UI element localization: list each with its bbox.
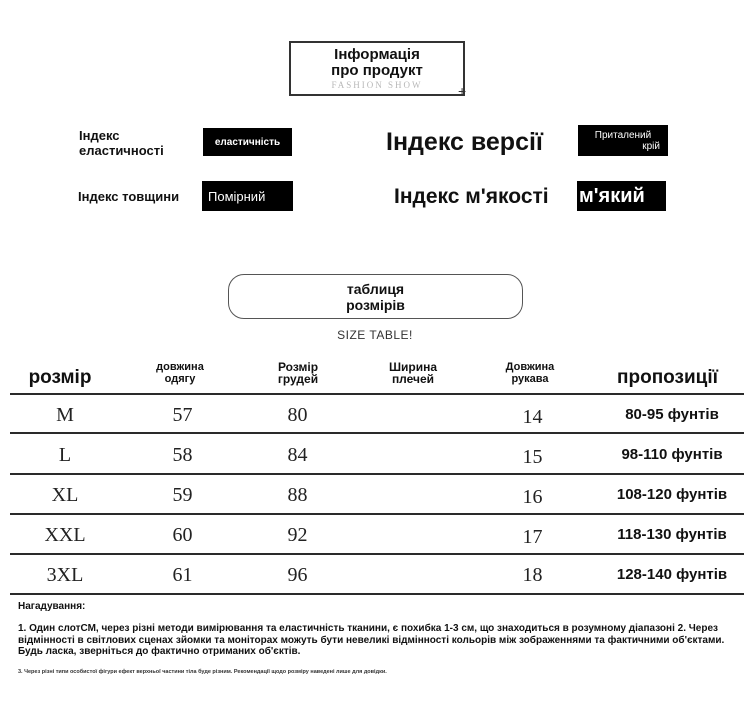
cell-size: L: [58, 444, 72, 466]
cell-recommendation: 98-110 фунтів: [621, 446, 723, 463]
fashion-show-subtitle: FASHION SHOW: [331, 80, 423, 90]
cell-chest: 84: [287, 444, 308, 466]
chest-header-line1: Розмір: [277, 360, 319, 374]
cell-length: 61: [172, 564, 193, 586]
product-info-title: [291, 47, 463, 79]
size-table-subtitle: SIZE TABLE!: [337, 328, 413, 342]
cell-size: M: [56, 404, 74, 426]
column-header-recommendation: пропозиції: [617, 367, 718, 388]
version-badge-line1: Приталений: [594, 129, 652, 141]
column-header-length: [135, 361, 225, 385]
cell-sleeve: 16: [522, 486, 543, 508]
cell-length: 60: [172, 524, 193, 546]
column-header-size: розмір: [28, 367, 92, 388]
cell-length: 58: [172, 444, 193, 466]
notes-heading: Нагадування:: [18, 601, 86, 612]
softness-index-badge: м'який: [577, 181, 666, 211]
sleeve-header-line1: Довжина: [505, 361, 555, 373]
table-rule: [10, 393, 744, 395]
cell-shoulder: [368, 476, 458, 514]
version-index-label: Індекс версії: [386, 128, 543, 156]
elasticity-index-badge: еластичність: [203, 128, 292, 156]
cell-recommendation: 80-95 фунтів: [625, 406, 719, 423]
cell-sleeve: 17: [522, 526, 543, 548]
product-info-title-line1: Інформація: [334, 46, 420, 63]
length-header-line1: довжина: [156, 361, 204, 373]
cell-size: XXL: [44, 524, 86, 546]
column-header-chest: [253, 361, 343, 385]
length-header-line2: одягу: [164, 373, 196, 385]
notes-body: 1. Один слотСМ, через різні методи вимірювання та еластичність тканини, є похибка 1-3 см, що знаходиться в розумному діапазоні 2. Через відмінності в світлових сценах зйомки та моніторах можуть бути невеликі відмінності кольорів між зображеннями та фактичними об'єктами. Будь ласка, зверніться до фактично отриманих об'єктів.: [18, 623, 725, 657]
cell-sleeve: 14: [522, 406, 543, 428]
version-badge-line2: крій: [642, 140, 660, 152]
cell-chest: 88: [287, 484, 308, 506]
cell-recommendation: 128-140 фунтів: [616, 566, 728, 583]
cell-shoulder: [368, 556, 458, 594]
cell-chest: 96: [287, 564, 308, 586]
chest-header-line2: грудей: [277, 372, 319, 386]
cell-size: 3XL: [46, 564, 84, 586]
cell-recommendation: 108-120 фунтів: [616, 486, 728, 503]
cell-size: XL: [51, 484, 79, 506]
thickness-index-badge: Помірний: [202, 181, 293, 211]
softness-index-label: Індекс м'якості: [394, 185, 549, 208]
column-header-sleeve: [485, 361, 575, 385]
cell-sleeve: 15: [522, 446, 543, 468]
column-header-shoulder: [368, 361, 458, 385]
cell-shoulder: [368, 516, 458, 554]
cell-length: 57: [172, 404, 193, 426]
shoulder-header-line1: Ширина: [388, 360, 438, 374]
size-table-title-line2: розмірів: [346, 296, 405, 313]
elasticity-label-line2: еластичності: [79, 143, 164, 158]
cell-sleeve: 18: [522, 564, 543, 586]
product-info-title-line2: про продукт: [331, 62, 423, 79]
sleeve-header-line2: рукава: [511, 373, 549, 385]
cell-chest: 80: [287, 404, 308, 426]
version-index-badge: [578, 125, 668, 156]
product-info-box: [289, 41, 467, 99]
thickness-index-label: Індекс товщини: [78, 189, 180, 204]
plus-icon: +: [458, 83, 467, 99]
cell-chest: 92: [287, 524, 308, 546]
size-table-title-line1: таблиця: [346, 280, 405, 297]
shoulder-header-line2: плечей: [391, 372, 435, 386]
cell-recommendation: 118-130 фунтів: [617, 526, 727, 543]
cell-length: 59: [172, 484, 193, 506]
elasticity-index-label: [79, 128, 164, 158]
size-table-pill: [228, 274, 523, 319]
cell-shoulder: [368, 396, 458, 434]
elasticity-label-line1: Індекс: [79, 128, 120, 143]
notes-small-print: 3. Через різні типи особистої фігури ефект верхньої частини тіла буде різним. Рекомендації щодо розміру наведені лише для довідки.: [18, 669, 387, 675]
cell-shoulder: [368, 436, 458, 474]
